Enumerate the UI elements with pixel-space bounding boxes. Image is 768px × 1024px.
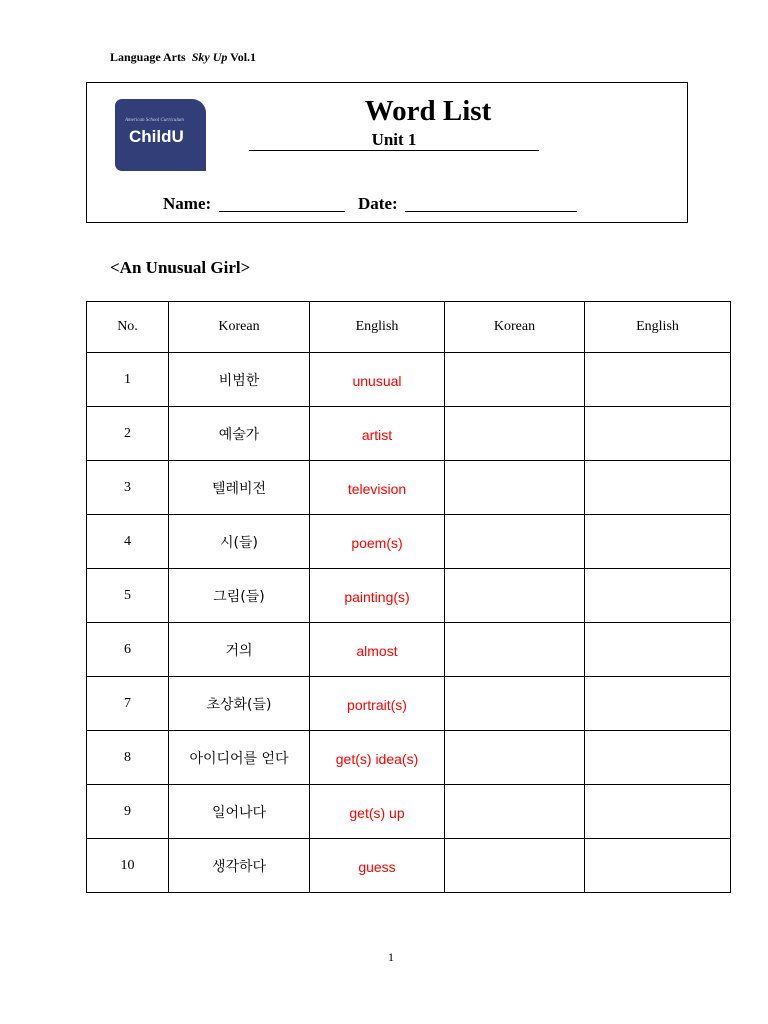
table-row: [87, 569, 731, 623]
column-header-english: English: [310, 302, 445, 353]
korean-practice-cell[interactable]: [445, 353, 585, 407]
word-list-table: [86, 301, 731, 893]
english-practice-cell[interactable]: [585, 515, 731, 569]
korean-practice-cell[interactable]: [445, 407, 585, 461]
word-number: 6: [87, 623, 169, 677]
page-header: [110, 50, 256, 65]
table-row: [87, 353, 731, 407]
column-header-korean: Korean: [169, 302, 310, 353]
word-number: 9: [87, 785, 169, 839]
english-practice-cell[interactable]: [585, 623, 731, 677]
childu-logo: [115, 99, 206, 171]
korean-word: 일어나다: [169, 785, 310, 839]
page-number: 1: [388, 950, 394, 964]
logo-brand: ChildU: [129, 127, 184, 146]
korean-practice-cell[interactable]: [445, 785, 585, 839]
date-label: Date:: [358, 194, 398, 213]
english-word: get(s) idea(s): [310, 731, 445, 785]
korean-word: 시(들): [169, 515, 310, 569]
book-title: Sky Up: [191, 50, 228, 64]
english-practice-cell[interactable]: [585, 461, 731, 515]
korean-word: 생각하다: [169, 839, 310, 893]
korean-practice-cell[interactable]: [445, 569, 585, 623]
korean-practice-cell[interactable]: [445, 677, 585, 731]
table-row: [87, 677, 731, 731]
table-row: [87, 623, 731, 677]
table-row: [87, 515, 731, 569]
korean-word: 텔레비전: [169, 461, 310, 515]
word-number: 1: [87, 353, 169, 407]
name-blank[interactable]: [219, 211, 345, 212]
column-header-no: No.: [87, 302, 169, 353]
korean-practice-cell[interactable]: [445, 731, 585, 785]
table-row: [87, 839, 731, 893]
english-word: unusual: [310, 353, 445, 407]
table-row: [87, 407, 731, 461]
word-number: 7: [87, 677, 169, 731]
title-box: [86, 82, 688, 223]
korean-word: 초상화(들): [169, 677, 310, 731]
word-number: 8: [87, 731, 169, 785]
name-label: Name:: [163, 194, 212, 213]
english-practice-cell[interactable]: [585, 785, 731, 839]
korean-word: 예술가: [169, 407, 310, 461]
english-word: almost: [310, 623, 445, 677]
english-practice-cell[interactable]: [585, 569, 731, 623]
word-number: 10: [87, 839, 169, 893]
english-practice-cell[interactable]: [585, 353, 731, 407]
subject-label: Language Arts: [110, 50, 186, 64]
english-word: portrait(s): [310, 677, 445, 731]
column-header-english-practice: English: [585, 302, 731, 353]
english-word: poem(s): [310, 515, 445, 569]
table-row: [87, 785, 731, 839]
word-number: 4: [87, 515, 169, 569]
korean-word: 아이디어를 얻다: [169, 731, 310, 785]
logo-tagline: American School Curriculum: [125, 118, 184, 123]
korean-word: 거의: [169, 623, 310, 677]
date-blank[interactable]: [405, 211, 577, 212]
korean-word: 비범한: [169, 353, 310, 407]
english-word: guess: [310, 839, 445, 893]
table-header-row: [87, 302, 731, 353]
english-practice-cell[interactable]: [585, 407, 731, 461]
lesson-subtitle: <An Unusual Girl>: [110, 258, 251, 277]
unit-label: Unit 1: [249, 130, 539, 151]
english-practice-cell[interactable]: [585, 731, 731, 785]
table-row: [87, 731, 731, 785]
korean-practice-cell[interactable]: [445, 515, 585, 569]
english-word: get(s) up: [310, 785, 445, 839]
table-row: [87, 461, 731, 515]
english-word: painting(s): [310, 569, 445, 623]
word-number: 3: [87, 461, 169, 515]
english-word: artist: [310, 407, 445, 461]
english-practice-cell[interactable]: [585, 839, 731, 893]
english-practice-cell[interactable]: [585, 677, 731, 731]
korean-practice-cell[interactable]: [445, 839, 585, 893]
word-number: 2: [87, 407, 169, 461]
korean-practice-cell[interactable]: [445, 623, 585, 677]
word-number: 5: [87, 569, 169, 623]
korean-practice-cell[interactable]: [445, 461, 585, 515]
volume-label: Vol.1: [230, 50, 257, 64]
column-header-korean-practice: Korean: [445, 302, 585, 353]
korean-word: 그림(들): [169, 569, 310, 623]
page-title: Word List: [364, 95, 492, 127]
english-word: television: [310, 461, 445, 515]
